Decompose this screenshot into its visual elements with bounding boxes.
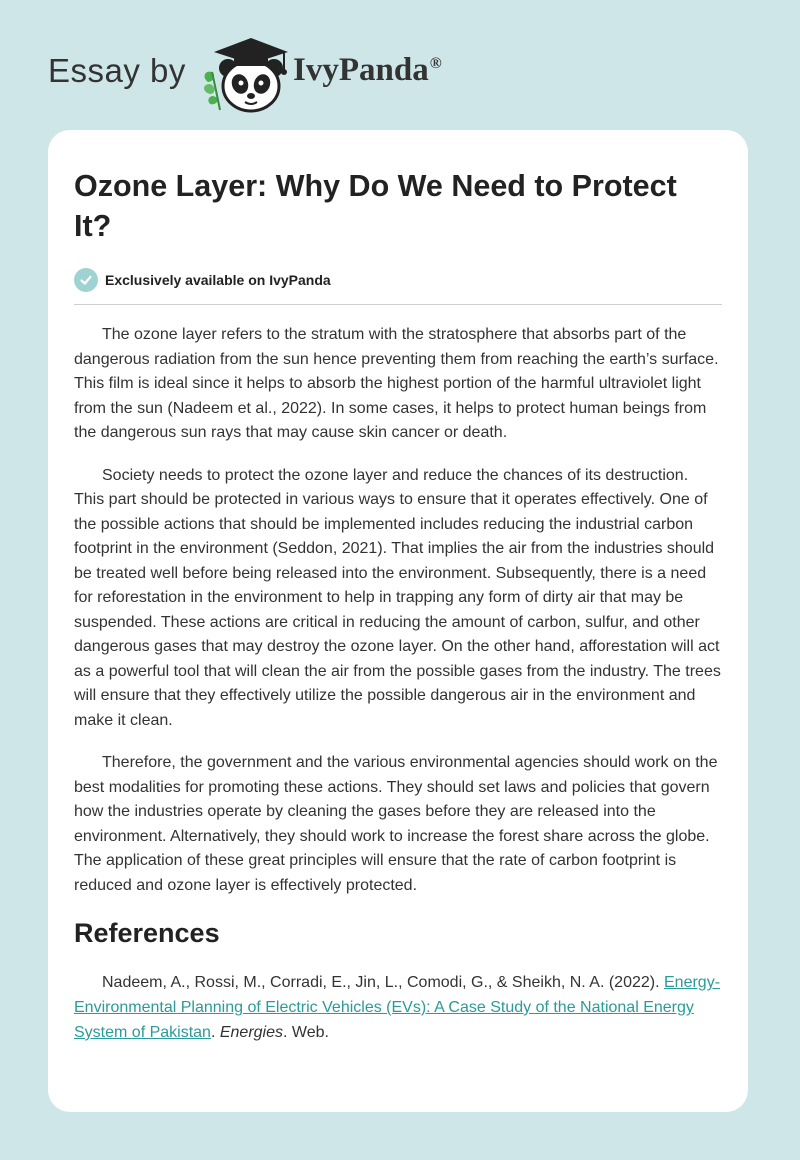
- brand-header: [48, 34, 508, 114]
- checkmark-icon: [74, 268, 98, 292]
- reference-authors: Nadeem, A., Rossi, M., Corradi, E., Jin, L., Comodi, G., & Sheikh, N. A. (2022).: [102, 974, 660, 991]
- exclusive-badge-label: Exclusively available on IvyPanda: [105, 272, 331, 288]
- essay-title: Ozone Layer: Why Do We Need to Protect It?: [74, 169, 677, 243]
- registered-mark: ®: [429, 55, 442, 72]
- brand-name[interactable]: IvyPanda®: [293, 52, 442, 88]
- essay-card: [48, 130, 748, 1112]
- essay-body: [74, 323, 722, 898]
- reference-sep: .: [210, 1024, 220, 1041]
- reference-suffix: . Web.: [283, 1024, 329, 1041]
- paragraph: Society needs to protect the ozone layer and reduce the chances of its destruction. This part should be protected in various ways to ensure that it operates effectively. One of the possible actions that should be implemented includes reducing the industrial carbon footprint in the environment (Seddon, 2021). That implies the air from the industries should be treated well before being released into the environment. Subsequently, there is a need for reforestation in the environment to help in trapping any form of dirty air that may be suspended. These actions are critical in reducing the amount of carbon, sulfur, and other dangerous gases that may destroy the ozone layer. On the other hand, afforestation will act as a powerful tool that will clean the air from the possible gases from the industry. The trees will ensure that they effectively utilize the possible dangerous air in the environment and make it clean.: [74, 466, 721, 729]
- paragraph: Therefore, the government and the various environmental agencies should work on the best modalities for promoting these actions. They should set laws and policies that govern how the industries operate by cleaning the gases before they are released into the environment. Alternatively, they should work to increase the forest share across the globe. The application of these great principles will ensure that the rate of carbon footprint is reduced and ozone layer is effectively protected.: [74, 754, 718, 894]
- paragraph: The ozone layer refers to the stratum with the stratosphere that absorbs part of the dangerous radiation from the sun hence preventing them from reaching the earth’s surface. This film is ideal since it helps to absorb the highest portion of the harmful ultraviolet light from the sun (Nadeem et al., 2022). In some cases, it helps to protect human beings from the dangerous sun rays that may cause skin cancer or death.: [74, 326, 719, 441]
- brand-prefix: Essay by: [48, 52, 186, 89]
- references-heading: References: [74, 918, 220, 948]
- reference-link[interactable]: Energy-Environmental Planning of Electric Vehicles (EVs): A Case Study of the National Energy System of Pakistan: [74, 974, 721, 1041]
- exclusive-badge: [74, 268, 722, 292]
- divider: [74, 304, 722, 305]
- reference-journal: Energies: [219, 1024, 283, 1041]
- reference-item: [74, 970, 722, 1045]
- panda-logo-icon[interactable]: [198, 34, 294, 114]
